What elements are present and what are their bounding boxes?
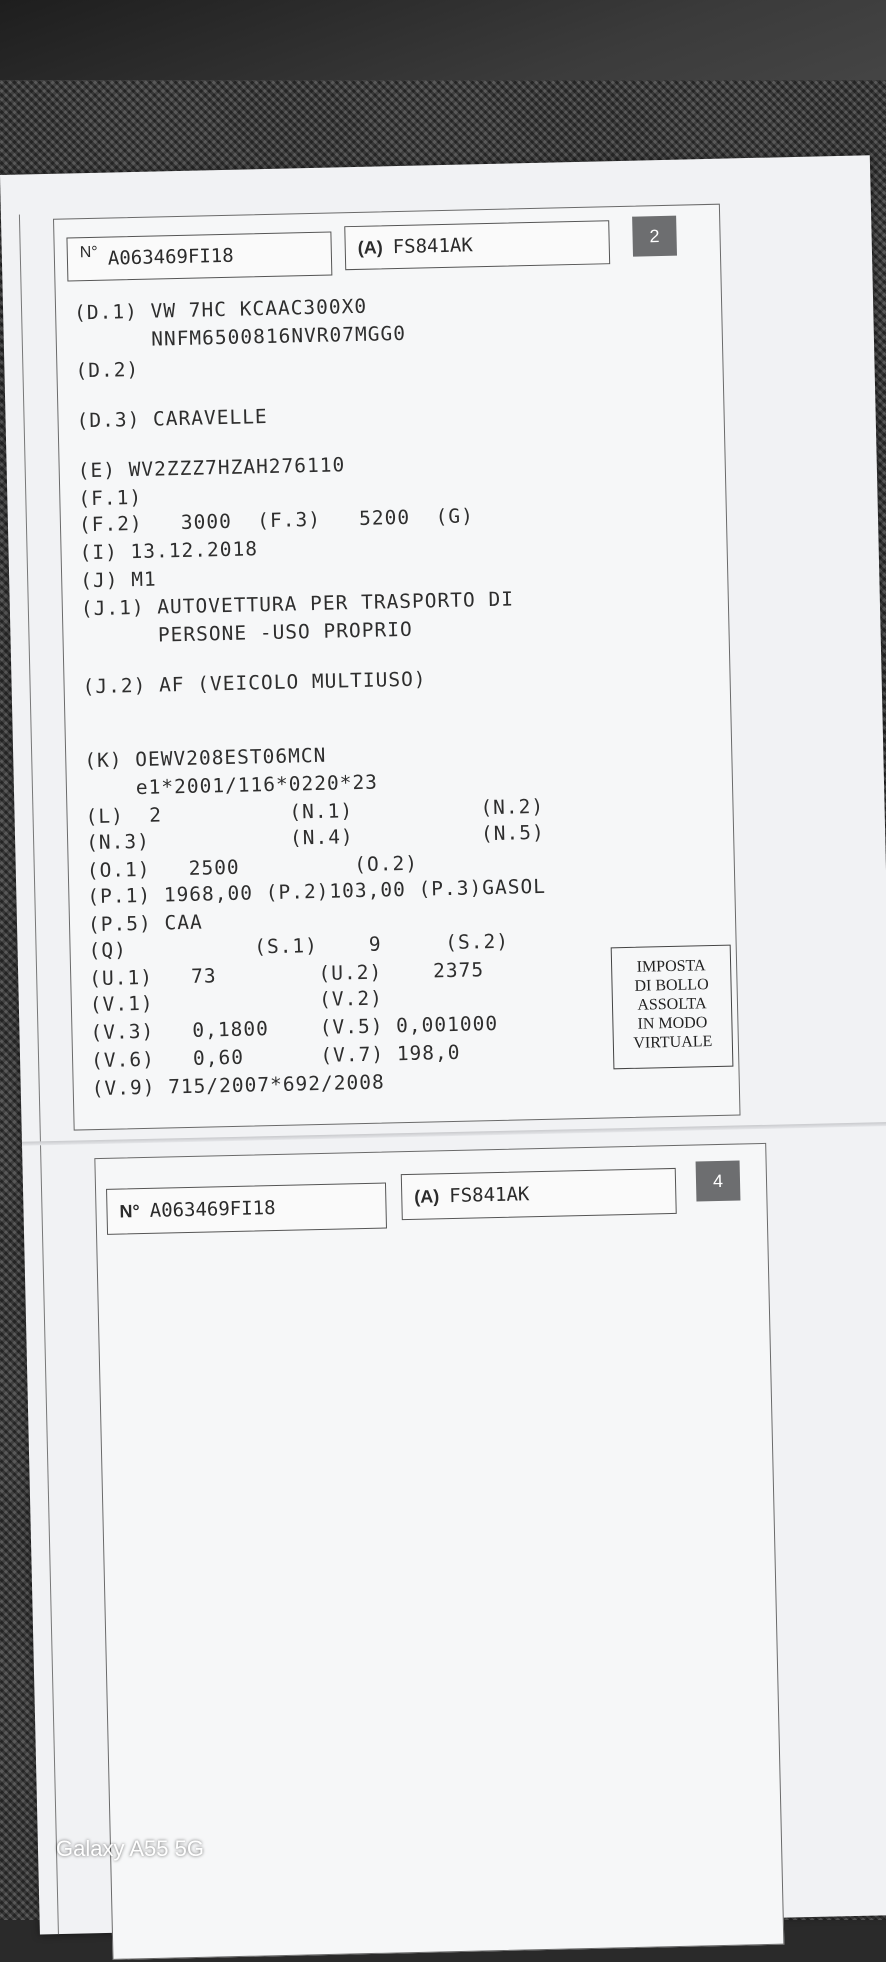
page-number-badge: 4 bbox=[696, 1160, 741, 1201]
field-k: (K) OEWV208EST06MCN bbox=[84, 743, 327, 773]
document-page-2 bbox=[53, 204, 741, 1131]
document-number: A063469FI18 bbox=[107, 244, 234, 270]
tax-stamp-box bbox=[611, 945, 734, 1070]
document-number-box bbox=[66, 231, 332, 281]
field-p5: (P.5) CAA bbox=[87, 910, 203, 937]
field-j: (J) M1 bbox=[79, 567, 157, 593]
plate-label: (A) bbox=[357, 236, 383, 258]
page-number-badge: 2 bbox=[632, 216, 677, 257]
field-j2: (J.2) AF (VEICOLO MULTIUSO) bbox=[82, 667, 427, 699]
field-f1: (F.1) bbox=[78, 485, 143, 511]
field-n3-n4-n5: (N.3) (N.4) (N.5) bbox=[85, 820, 545, 855]
plate-box bbox=[401, 1168, 677, 1220]
field-j1-cont: PERSONE -USO PROPRIO bbox=[81, 617, 413, 649]
registration-document bbox=[0, 155, 886, 1934]
field-o1-o2: (O.1) 2500 (O.2) bbox=[86, 851, 419, 883]
plate-number: FS841AK bbox=[449, 1183, 530, 1208]
field-d1: (D.1) VW 7HC KCAAC300X0 bbox=[73, 294, 368, 325]
field-d3: (D.3) CARAVELLE bbox=[76, 404, 268, 433]
document-number: A063469FI18 bbox=[149, 1197, 276, 1222]
field-j1: (J.1) AUTOVETTURA PER TRASPORTO DI bbox=[80, 587, 515, 621]
plate-number: FS841AK bbox=[392, 234, 474, 259]
field-k-cont: e1*2001/116*0220*23 bbox=[84, 770, 379, 801]
document-number-box bbox=[106, 1183, 387, 1235]
stamp-line: DI BOLLO bbox=[634, 976, 709, 995]
field-e: (E) WV2ZZZ7HZAH276110 bbox=[77, 453, 346, 483]
field-d2: (D.2) bbox=[75, 357, 140, 383]
plate-label: (A) bbox=[414, 1185, 440, 1207]
field-l-n1-n2: (L) 2 (N.1) (N.2) bbox=[85, 794, 545, 829]
camera-watermark: Galaxy A55 5G bbox=[56, 1836, 204, 1861]
field-v1-v2: (V.1) (V.2) bbox=[89, 986, 384, 1017]
stamp-line: IMPOSTA bbox=[636, 957, 706, 976]
stamp-line: VIRTUALE bbox=[633, 1033, 713, 1052]
field-v3-v5: (V.3) 0,1800 (V.5) 0,001000 bbox=[90, 1011, 499, 1045]
field-u1-u2: (U.1) 73 (U.2) 2375 bbox=[88, 958, 485, 991]
field-f2-f3-g: (F.2) 3000 (F.3) 5200 (G) bbox=[78, 504, 475, 537]
field-q-s1-s2: (Q) (S.1) 9 (S.2) bbox=[88, 929, 510, 963]
field-d1-cont: NNFM6500816NVR07MGG0 bbox=[74, 321, 407, 353]
number-label: N° bbox=[79, 243, 98, 262]
number-label: N° bbox=[119, 1200, 140, 1222]
field-i: (I) 13.12.2018 bbox=[79, 537, 259, 565]
field-v6-v7: (V.6) 0,60 (V.7) 198,0 bbox=[90, 1040, 461, 1073]
field-v9: (V.9) 715/2007*692/2008 bbox=[91, 1070, 385, 1101]
stamp-line: ASSOLTA bbox=[637, 995, 707, 1014]
stamp-line: IN MODO bbox=[637, 1014, 708, 1033]
plate-box bbox=[344, 220, 610, 270]
field-p1-p2-p3: (P.1) 1968,00 (P.2)103,00 (P.3)GASOL bbox=[87, 874, 547, 909]
